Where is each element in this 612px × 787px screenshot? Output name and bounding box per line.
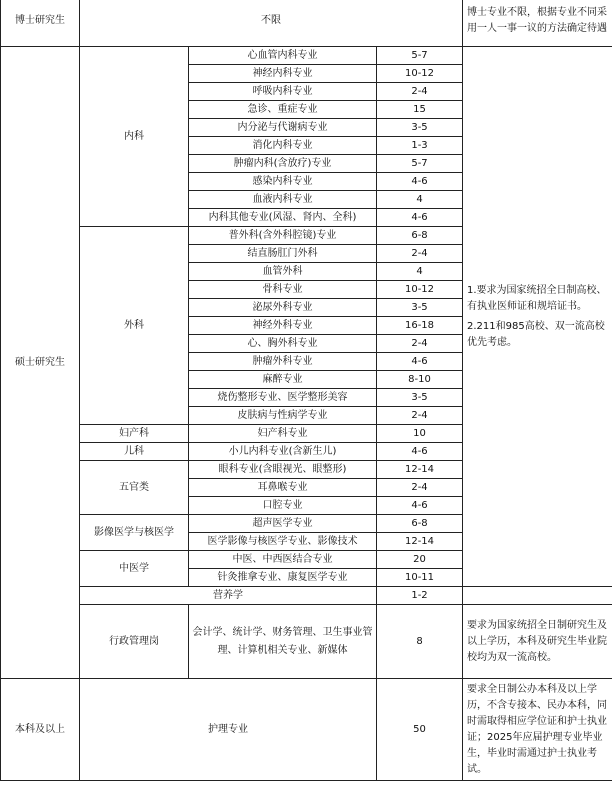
major-cell: 骨科专业 xyxy=(189,281,377,299)
count-cell: 2-4 xyxy=(377,407,463,425)
major-cell: 针灸推拿专业、康复医学专业 xyxy=(189,569,377,587)
count-cell: 10 xyxy=(377,425,463,443)
major-cell: 中医、中西医结合专业 xyxy=(189,551,377,569)
count-cell: 4-6 xyxy=(377,443,463,461)
count-cell: 6-8 xyxy=(377,515,463,533)
major-cell: 内分泌与代谢病专业 xyxy=(189,119,377,137)
major-cell: 泌尿外科专业 xyxy=(189,299,377,317)
major-cell: 皮肤病与性病学专业 xyxy=(189,407,377,425)
major-cell: 内科其他专业(风湿、肾内、全科) xyxy=(189,209,377,227)
major-cell: 会计学、统计学、财务管理、卫生事业管理、计算机相关专业、新媒体 xyxy=(189,605,377,679)
major-cell: 心、胸外科专业 xyxy=(189,335,377,353)
major-cell: 普外科(含外科腔镜)专业 xyxy=(189,227,377,245)
major-cell: 眼科专业(含眼视光、眼整形) xyxy=(189,461,377,479)
major-cell: 小儿内科专业(含新生儿) xyxy=(189,443,377,461)
major-cell: 营养学 xyxy=(80,587,377,605)
major-cell: 耳鼻喉专业 xyxy=(189,479,377,497)
count-cell: 3-5 xyxy=(377,119,463,137)
dept-cell: 儿科 xyxy=(80,443,189,461)
major-doctor: 不限 xyxy=(80,0,463,47)
count-cell: 5-7 xyxy=(377,47,463,65)
count-cell: 10-11 xyxy=(377,569,463,587)
count-cell: 12-14 xyxy=(377,533,463,551)
count-cell: 20 xyxy=(377,551,463,569)
count-cell: 2-4 xyxy=(377,479,463,497)
note-doctor: 博士专业不限，根据专业不同采用一人一事一议的方法确定待遇 xyxy=(463,0,612,47)
major-cell: 感染内科专业 xyxy=(189,173,377,191)
count-cell: 10-12 xyxy=(377,65,463,83)
count-cell: 4-6 xyxy=(377,209,463,227)
table-row xyxy=(1,605,612,679)
major-cell: 血管外科 xyxy=(189,263,377,281)
dept-cell: 外科 xyxy=(80,227,189,425)
count-cell: 5-7 xyxy=(377,155,463,173)
major-cell: 烧伤整形专业、医学整形美容 xyxy=(189,389,377,407)
dept-cell: 影像医学与核医学 xyxy=(80,515,189,551)
major-cell: 呼吸内科专业 xyxy=(189,83,377,101)
count-cell: 4 xyxy=(377,191,463,209)
table-row xyxy=(1,587,612,605)
major-cell: 肿瘤外科专业 xyxy=(189,353,377,371)
count-cell: 1-2 xyxy=(377,587,463,605)
count-cell: 2-4 xyxy=(377,83,463,101)
major-cell: 妇产科专业 xyxy=(189,425,377,443)
note-admin: 要求为国家统招全日制研究生及以上学历，本科及研究生毕业院校均为双一流高校。 xyxy=(463,605,612,679)
level-bachelor: 本科及以上 xyxy=(1,679,80,781)
dept-cell: 中医学 xyxy=(80,551,189,587)
major-cell: 心血管内科专业 xyxy=(189,47,377,65)
count-cell: 2-4 xyxy=(377,245,463,263)
major-cell: 结直肠肛门外科 xyxy=(189,245,377,263)
note-bachelor: 要求全日制公办本科及以上学历，不含专接本、民办本科，同时需取得相应学位证和护士执业证；2025年应届护理专业毕业生，毕业时需通过护士执业考试。 xyxy=(463,679,612,781)
level-doctor: 博士研究生 xyxy=(1,0,80,47)
count-cell: 4-6 xyxy=(377,173,463,191)
count-cell: 15 xyxy=(377,101,463,119)
major-cell: 医学影像与核医学专业、影像技术 xyxy=(189,533,377,551)
count-cell: 12-14 xyxy=(377,461,463,479)
major-cell: 口腔专业 xyxy=(189,497,377,515)
count-cell: 4-6 xyxy=(377,353,463,371)
count-cell: 3-5 xyxy=(377,389,463,407)
count-cell: 2-4 xyxy=(377,335,463,353)
count-cell: 4 xyxy=(377,263,463,281)
count-cell: 10-12 xyxy=(377,281,463,299)
count-cell: 8 xyxy=(377,605,463,679)
note-master-line: 1.要求为国家统招全日制高校、有执业医师证和规培证书。 xyxy=(467,284,607,312)
major-cell: 消化内科专业 xyxy=(189,137,377,155)
note-master-line: 2.211和985高校、双一流高校优先考虑。 xyxy=(467,320,605,348)
dept-cell: 妇产科 xyxy=(80,425,189,443)
major-cell: 神经内科专业 xyxy=(189,65,377,83)
level-master: 硕士研究生 xyxy=(1,47,80,679)
major-cell: 血液内科专业 xyxy=(189,191,377,209)
major-cell: 肿瘤内科(含放疗)专业 xyxy=(189,155,377,173)
major-bachelor: 护理专业 xyxy=(80,679,377,781)
count-cell: 6-8 xyxy=(377,227,463,245)
dept-cell: 内科 xyxy=(80,47,189,227)
dept-cell: 五官类 xyxy=(80,461,189,515)
bachelor-row xyxy=(1,679,612,781)
major-cell: 急诊、重症专业 xyxy=(189,101,377,119)
count-cell: 16-18 xyxy=(377,317,463,335)
dept-cell: 行政管理岗 xyxy=(80,605,189,679)
note-master xyxy=(463,47,612,587)
table-row xyxy=(1,47,612,65)
major-cell: 麻醉专业 xyxy=(189,371,377,389)
major-cell: 超声医学专业 xyxy=(189,515,377,533)
count-cell: 1-3 xyxy=(377,137,463,155)
doctor-row xyxy=(1,0,612,47)
count-cell: 8-10 xyxy=(377,371,463,389)
count-bachelor: 50 xyxy=(377,679,463,781)
count-cell: 3-5 xyxy=(377,299,463,317)
major-cell: 神经外科专业 xyxy=(189,317,377,335)
count-cell: 4-6 xyxy=(377,497,463,515)
